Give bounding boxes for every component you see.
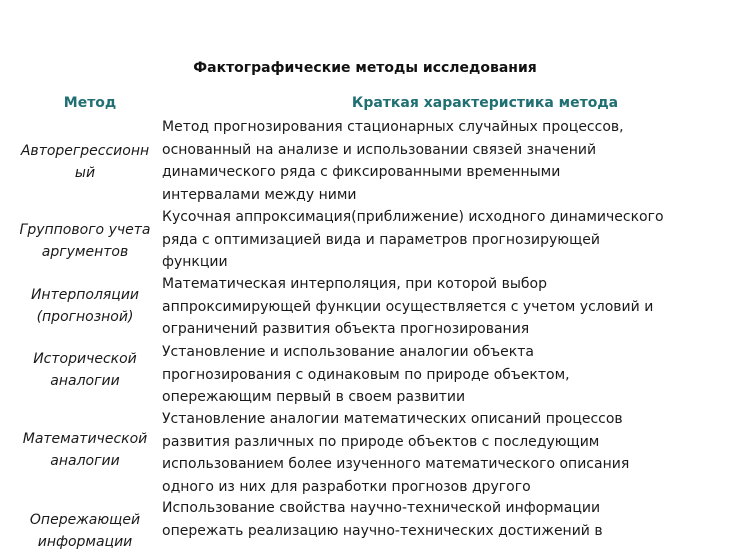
description-line: ряда с оптимизацией вида и параметров прогнозирующей	[162, 231, 600, 248]
method-description	[162, 273, 718, 341]
column-header-description: Краткая характеристика метода	[351, 95, 619, 111]
method-name	[10, 348, 160, 392]
method-description	[162, 497, 718, 542]
slide-title: Фактографические методы исследования	[193, 60, 537, 76]
method-name-line: информации	[37, 534, 133, 550]
method-name-line: ый	[74, 165, 96, 181]
description-line: Кусочная аппроксимация(приближение) исходного динамического	[162, 209, 664, 225]
method-name-line: (прогнозной)	[36, 309, 134, 325]
method-name-line: Группового учета	[19, 222, 151, 238]
description-line: основанный на анализе и использовании связей значений	[162, 141, 597, 158]
method-description	[162, 408, 718, 498]
method-name-line: Исторической	[33, 351, 137, 367]
method-name-line: аргументов	[41, 244, 129, 260]
description-line: Метод прогнозирования стационарных случайных процессов,	[162, 119, 624, 135]
column-header-method: Метод	[63, 95, 117, 111]
method-name-line: Авторегрессионн	[20, 143, 150, 159]
method-description	[162, 206, 718, 274]
method-name	[10, 219, 160, 263]
method-name	[10, 140, 160, 184]
method-name	[10, 284, 160, 328]
description-line: Использование свойства научно-технической информации	[162, 500, 601, 516]
description-line: опережать реализацию научно-технических достижений в	[162, 522, 603, 539]
method-name-line: Интерполяции	[30, 287, 140, 303]
description-line: прогнозирования с одинаковым по природе объектом,	[162, 366, 570, 383]
description-line: Установление аналогии математических описаний процессов	[162, 411, 623, 427]
method-name-line: Опережающей	[29, 512, 141, 528]
method-name	[10, 428, 160, 472]
description-line: интервалами между ними	[162, 186, 357, 203]
method-description	[162, 341, 718, 409]
description-line: развития различных по природе объектов с последующим	[162, 433, 600, 450]
description-line: Математическая интерполяция, при которой выбор	[162, 276, 547, 292]
method-name-line: аналогии	[50, 373, 120, 389]
method-name-line: аналогии	[50, 453, 120, 469]
method-name	[10, 509, 160, 553]
description-line: Установление и использование аналогии объекта	[162, 344, 534, 360]
method-description	[162, 116, 718, 206]
method-name-line: Математической	[22, 431, 148, 447]
description-line: аппроксимирующей функции осуществляется с учетом условий и	[162, 298, 654, 315]
description-line: динамического ряда с фиксированными временными	[162, 164, 561, 180]
description-line: ограничений развития объекта прогнозирования	[162, 321, 530, 337]
description-line: функции	[162, 254, 228, 270]
description-line: одного из них для разработки прогнозов другого	[162, 478, 531, 495]
description-line: опережающим первый в своем развитии	[162, 389, 466, 405]
description-line: использованием более изученного математического описания	[162, 456, 630, 472]
